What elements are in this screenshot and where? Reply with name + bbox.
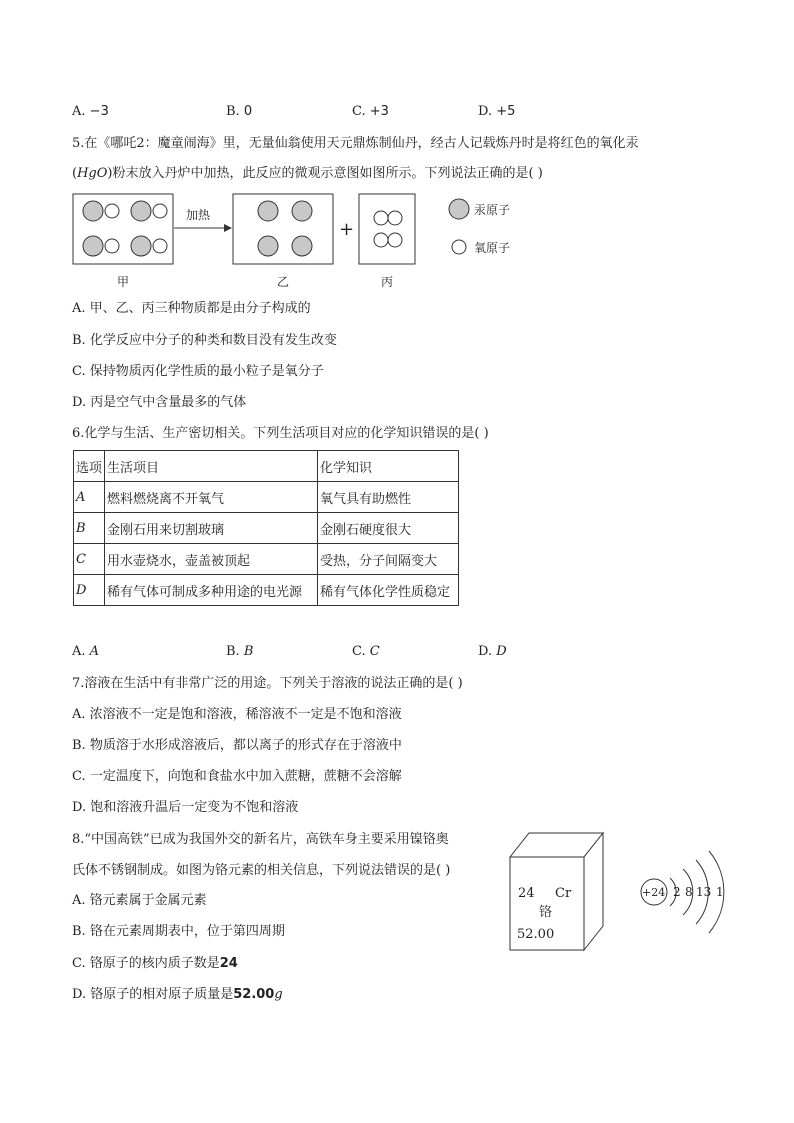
table-cell: 稀有气体化学性质稳定: [318, 575, 459, 606]
table-row: [74, 575, 459, 606]
oxygen-atom: [374, 233, 388, 247]
q6-option-d: D. D: [478, 644, 507, 659]
table-cell: B: [74, 513, 105, 544]
shell-electrons: 13: [696, 885, 712, 899]
header-cell: 生活项目: [105, 451, 318, 482]
label-bing: 丙: [381, 275, 394, 289]
reaction-arrow: [174, 207, 232, 232]
q6-option-b: B. B: [226, 644, 254, 659]
oxygen-atom: [374, 211, 388, 225]
oxygen-atom: [105, 239, 119, 253]
element-card: [510, 833, 603, 950]
q4-option-a: A. −3: [72, 104, 109, 119]
oxygen-atom: [153, 239, 167, 253]
box-bing: [359, 194, 415, 264]
shell-electrons: 1: [716, 885, 724, 899]
table-cell: 稀有气体可制成多种用途的电光源: [105, 575, 318, 606]
mercury-atom: [292, 236, 312, 256]
mercury-atom: [258, 236, 278, 256]
legend-mercury-label: 汞原子: [474, 203, 511, 217]
table-cell: 金刚石用来切割玻璃: [105, 513, 318, 544]
arrow-label: 加热: [186, 208, 211, 222]
q6-option-c: C. C: [352, 644, 380, 659]
mercury-atom: [83, 236, 103, 256]
q8-option-c: C. 铬原子的核内质子数是24: [72, 956, 238, 971]
q7-option-c: C. 一定温度下，向饱和食盐水中加入蔗糖，蔗糖不会溶解: [72, 769, 402, 784]
table-row: [74, 482, 459, 513]
q6-table: [73, 450, 459, 606]
atom-structure-diagram: [641, 851, 724, 933]
q8-stem-line1: 8.“中国高铁”已成为我国外交的新名片，高铁车身主要采用镍铬奥: [72, 832, 449, 847]
table-cell: 燃料燃烧离不开氧气: [105, 482, 318, 513]
oxygen-atom: [388, 211, 402, 225]
table-cell: A: [74, 482, 105, 513]
legend-oxygen-swatch: [452, 240, 466, 254]
q5-stem-line1: 5.在《哪吒2：魔童闹海》里，无量仙翁使用天元鼎炼制仙丹，经古人记载炼丹时是将红色的氧化汞: [72, 136, 639, 151]
label-jia: 甲: [117, 275, 130, 289]
table-row: [74, 513, 459, 544]
q7-option-b: B. 物质溶于水形成溶液后，都以离子的形式存在于溶液中: [72, 738, 402, 753]
table-cell: 金刚石硬度很大: [318, 513, 459, 544]
oxygen-atom: [153, 204, 167, 218]
mercury-atom: [83, 201, 103, 221]
shell-electrons: 8: [685, 885, 693, 899]
box-yi: [233, 194, 333, 264]
header-cell: 选项: [74, 451, 105, 482]
table-cell: 受热，分子间隔变大: [318, 544, 459, 575]
legend-mercury-swatch: [449, 199, 469, 219]
oxygen-atom: [105, 204, 119, 218]
plus-sign: +: [339, 219, 355, 240]
table-cell: 氧气具有助燃性: [318, 482, 459, 513]
chromium-figure: [500, 825, 730, 955]
mercury-atom: [258, 201, 278, 221]
q6-stem: 6.化学与生活、生产密切相关。下列生活项目对应的化学知识错误的是( ): [72, 426, 489, 441]
q5-option-b: B. 化学反应中分子的种类和数目没有发生改变: [72, 333, 337, 348]
q5-option-d: D. 丙是空气中含量最多的气体: [72, 395, 247, 410]
q7-stem: 7.溶液在生活中有非常广泛的用途。下列关于溶液的说法正确的是( ): [72, 676, 463, 691]
table-cell: 用水壶烧水，壶盖被顶起: [105, 544, 318, 575]
q4-option-c: C. +3: [352, 104, 389, 119]
oxygen-atom: [388, 233, 402, 247]
q8-option-b: B. 铬在元素周期表中，位于第四周期: [72, 924, 285, 939]
element-name: 铬: [539, 905, 553, 920]
q5-stem-line2: (HgO)粉末放入丹炉中加热，此反应的微观示意图如图所示。下列说法正确的是( ): [72, 166, 543, 181]
table-cell: D: [74, 575, 105, 606]
table-cell: C: [74, 544, 105, 575]
q5-formula: HgO: [77, 166, 108, 181]
table-header-row: [74, 451, 459, 482]
legend-oxygen-label: 氧原子: [474, 241, 511, 255]
q7-option-a: A. 浓溶液不一定是饱和溶液，稀溶液不一定是不饱和溶液: [72, 707, 402, 722]
q8-stem-line2: 氏体不锈钢制成。如图为铬元素的相关信息，下列说法错误的是( ): [72, 863, 451, 878]
nucleus-charge: +24: [642, 886, 666, 899]
mercury-atom: [131, 236, 151, 256]
atomic-mass: 52.00: [517, 927, 555, 942]
q5-reaction-diagram: [0, 190, 540, 292]
legend: [449, 199, 510, 255]
table-row: [74, 544, 459, 575]
q8-option-d: D. 铬原子的相对原子质量是52.00g: [72, 987, 283, 1002]
atomic-number: 24: [518, 886, 535, 901]
box-jia: [73, 194, 173, 264]
mercury-atom: [131, 201, 151, 221]
shell-electrons: 2: [673, 885, 681, 899]
header-cell: 化学知识: [318, 451, 459, 482]
q4-option-d: D. +5: [478, 104, 516, 119]
q7-option-d: D. 饱和溶液升温后一定变为不饱和溶液: [72, 800, 299, 815]
mercury-atom: [292, 201, 312, 221]
q5-option-c: C. 保持物质丙化学性质的最小粒子是氧分子: [72, 364, 324, 379]
q5-option-a: A. 甲、乙、丙三种物质都是由分子构成的: [72, 301, 311, 316]
q4-option-b: B. 0: [226, 104, 253, 119]
q8-option-a: A. 铬元素属于金属元素: [72, 893, 207, 908]
q6-option-a: A. A: [72, 644, 100, 659]
label-yi: 乙: [277, 275, 290, 289]
element-symbol: Cr: [555, 886, 572, 901]
